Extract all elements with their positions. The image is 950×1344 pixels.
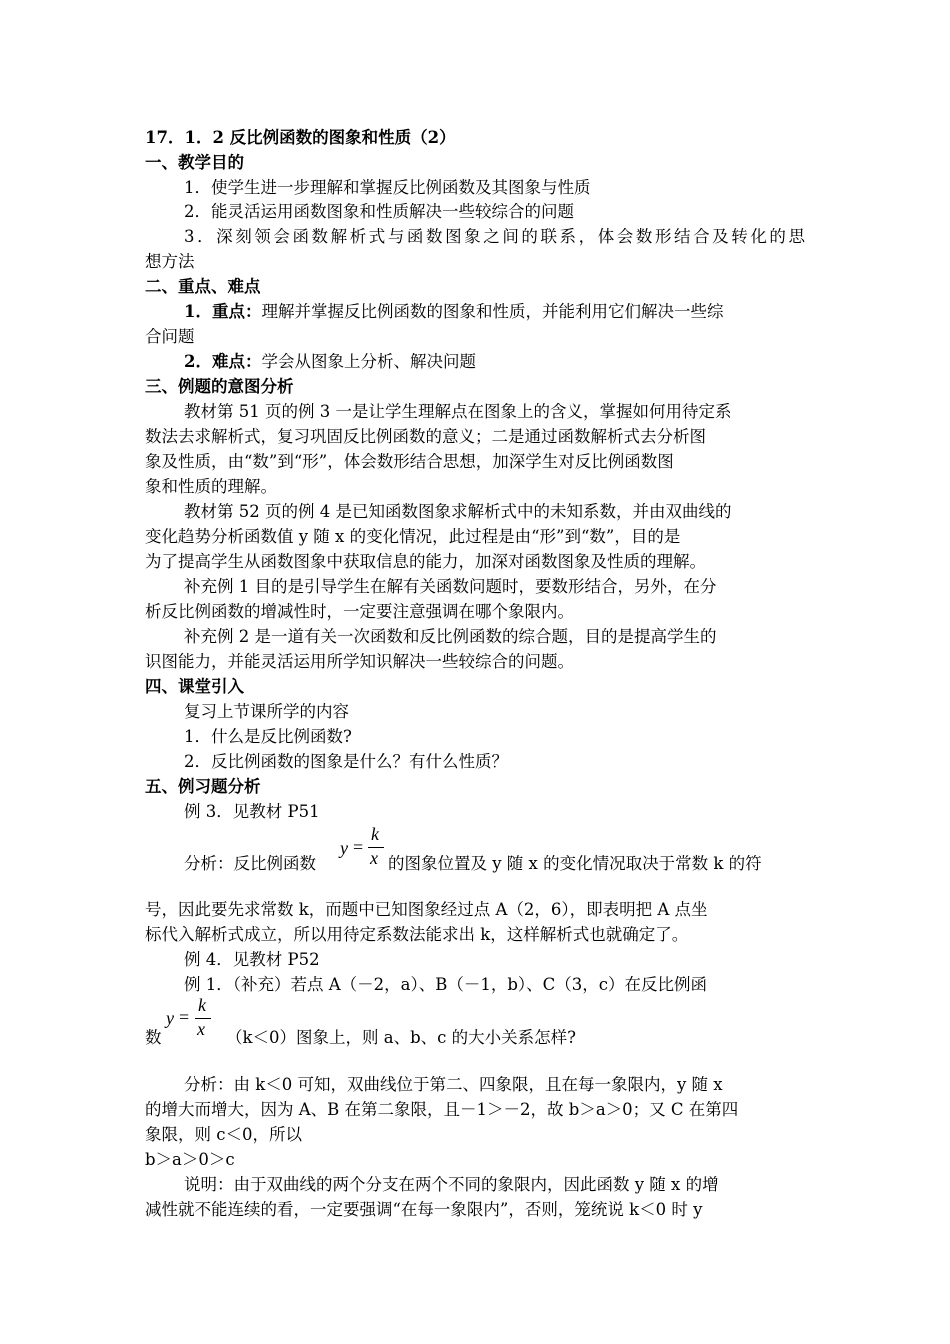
section-heading-examples: 五、例习题分析 [145, 777, 261, 796]
intro-line: 2．反比例函数的图象是什么？有什么性质？ [184, 752, 508, 771]
key-point-cont: 合问题 [145, 327, 195, 346]
key-point [184, 300, 723, 324]
intent-paragraph-line: 数法去求解析式，复习巩固反比例函数的意义；二是通过函数解析式去分析图 [145, 427, 706, 446]
section-heading-intro: 四、课堂引入 [145, 677, 244, 696]
intent-paragraph-line: 教材第 52 页的例 4 是已知函数图象求解析式中的未知系数，并由双曲线的 [184, 502, 732, 521]
formula-y: y [166, 1008, 174, 1028]
difficulty-label: 2．难点： [184, 352, 262, 371]
intent-paragraph-line: 补充例 2 是一道有关一次函数和反比例函数的综合题，目的是提高学生的 [184, 627, 717, 646]
analysis-1-post: 的图象位置及 y 随 x 的变化情况取决于常数 k 的符 [388, 854, 762, 873]
note-line: 减性就不能连续的看，一定要强调“在每一象限内”，否则，笼统说 k＜0 时 y [145, 1200, 703, 1219]
key-point-text: 理解并掌握反比例函数的图象和性质，并能利用它们解决一些综 [261, 302, 724, 321]
analysis-2-line: b＞a＞0＞c [145, 1150, 235, 1169]
formula-numerator: k [371, 824, 379, 844]
objective-item: 1．使学生进一步理解和掌握反比例函数及其图象与性质 [184, 178, 591, 197]
analysis-1-line: 号，因此要先求常数 k，而题中已知图象经过点 A（2，6），即表明把 A 点坐 [145, 900, 708, 919]
key-point-label: 1．重点： [184, 302, 262, 321]
objective-item: 2．能灵活运用函数图象和性质解决一些较综合的问题 [184, 202, 574, 221]
intent-paragraph-line: 象和性质的理解。 [145, 477, 277, 496]
formula-denominator: x [370, 848, 378, 868]
supplement-example-1-post: （k＜0）图象上，则 a、b、c 的大小关系怎样? [226, 1028, 576, 1047]
analysis-1-line: 标代入解析式成立，所以用待定系数法能求出 k，这样解析式也就确定了。 [145, 925, 689, 944]
intent-paragraph-line: 补充例 1 目的是引导学生在解有关函数问题时，要数形结合，另外，在分 [184, 577, 717, 596]
formula-equals: = [179, 1007, 190, 1027]
section-heading-intent: 三、例题的意图分析 [145, 377, 294, 396]
intent-paragraph-line: 象及性质，由“数”到“形”，体会数形结合思想，加深学生对反比例函数图 [145, 452, 674, 471]
analysis-2-line: 象限，则 c＜0，所以 [145, 1125, 302, 1144]
section-heading-objectives: 一、教学目的 [145, 153, 244, 172]
intro-line: 复习上节课所学的内容 [184, 702, 349, 721]
page-title: 17．1．2 反比例函数的图象和性质（2） [145, 128, 456, 147]
intent-paragraph-line: 析反比例函数的增减性时，一定要注意强调在哪个象限内。 [145, 602, 574, 621]
analysis-1-pre: 分析：反比例函数 [184, 854, 316, 873]
intent-paragraph-line: 教材第 51 页的例 3 一是让学生理解点在图象上的含义，掌握如何用待定系 [184, 402, 732, 421]
intro-line: 1．什么是反比例函数? [184, 727, 352, 746]
analysis-2-line: 分析：由 k＜0 可知，双曲线位于第二、四象限，且在每一象限内，y 随 x [184, 1075, 723, 1094]
formula-numerator: k [198, 995, 206, 1015]
objective-item-cont: 想方法 [145, 252, 195, 271]
formula-y: y [340, 838, 348, 858]
example-3-label: 例 3．见教材 P51 [184, 802, 320, 821]
note-line: 说明：由于双曲线的两个分支在两个不同的象限内，因此函数 y 随 x 的增 [184, 1175, 719, 1194]
analysis-2-line: 的增大而增大，因为 A、B 在第二象限，且－1＞－2，故 b＞a＞0；又 C 在第四 [145, 1100, 739, 1119]
objective-item: 3．深刻领会函数解析式与函数图象之间的联系，体会数形结合及转化的思 [184, 227, 805, 246]
intent-paragraph-line: 识图能力，并能灵活运用所学知识解决一些较综合的问题。 [145, 652, 574, 671]
formula-equals: = [353, 837, 364, 857]
example-4-label: 例 4．见教材 P52 [184, 950, 320, 969]
difficulty-text: 学会从图象上分析、解决问题 [261, 352, 476, 371]
supplement-example-1: 例 1．（补充）若点 A（－2，a）、B（－1，b）、C（3，c）在反比例函 [184, 975, 708, 994]
intent-paragraph-line: 为了提高学生从函数图象中获取信息的能力，加深对函数图象及性质的理解。 [145, 552, 706, 571]
intent-paragraph-line: 变化趋势分析函数值 y 随 x 的变化情况，此过程是由“形”到“数”，目的是 [145, 527, 681, 546]
section-heading-key-points: 二、重点、难点 [145, 277, 261, 296]
difficulty-point [184, 350, 476, 374]
formula-denominator: x [197, 1019, 205, 1039]
supplement-example-1-pre: 数 [145, 1028, 162, 1047]
